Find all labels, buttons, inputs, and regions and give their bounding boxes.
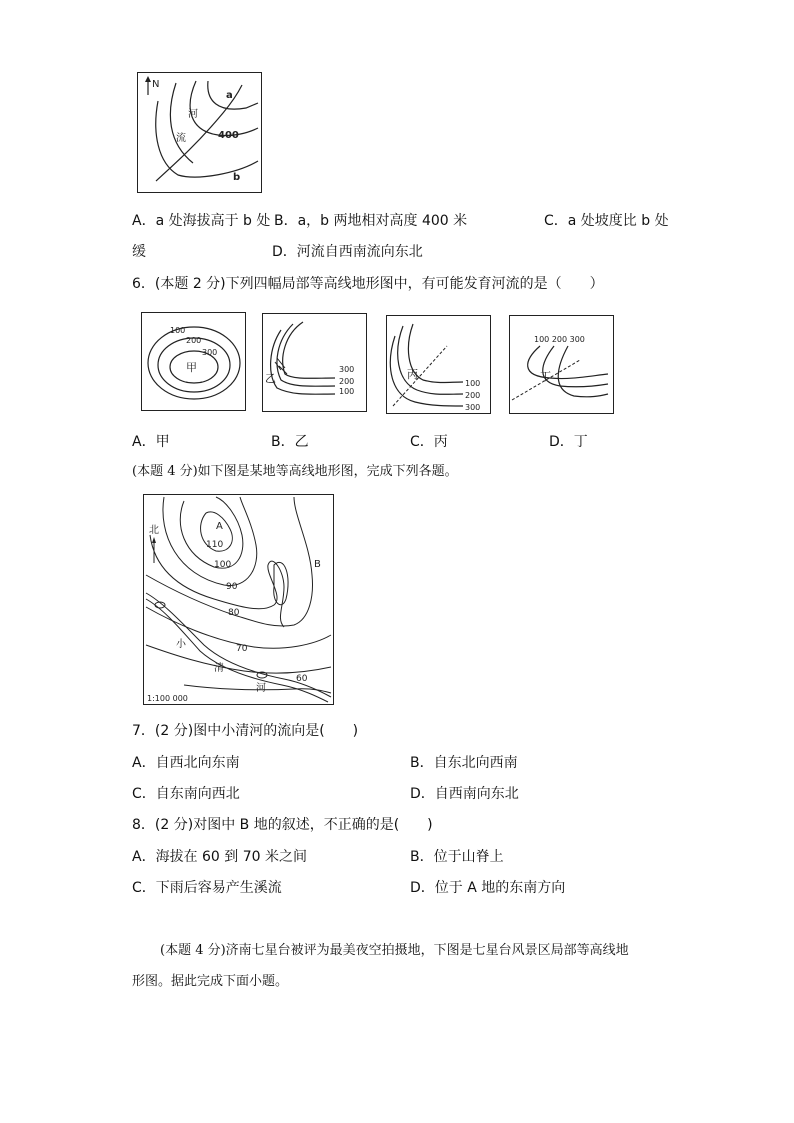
contour-400: 400: [218, 130, 239, 141]
map-contour-100: 100: [214, 560, 232, 570]
map-contour-70: 70: [236, 644, 248, 654]
q7-option-b[interactable]: B．自东北向西南: [410, 755, 518, 771]
map-scale: 1:100 000: [147, 694, 188, 703]
fig1-label-100: 100: [170, 326, 186, 335]
fig1-label-300: 300: [202, 348, 218, 357]
fig1-label-200: 200: [186, 336, 202, 345]
fig2-label-200: 200: [339, 377, 355, 386]
fig3-label-300: 300: [465, 403, 481, 412]
map-point-a: A: [216, 521, 223, 532]
map-river-char-1: 小: [176, 639, 186, 650]
fig2-label-300: 300: [339, 365, 355, 374]
q5-option-d[interactable]: D．河流自西南流向东北: [272, 244, 423, 260]
q6-figure-ding: [509, 315, 614, 414]
q5-contour-svg: [138, 73, 261, 192]
intro-next-section-line2: 形图。据此完成下面小题。: [132, 974, 289, 989]
q6-option-a[interactable]: A．甲: [132, 434, 170, 450]
north-label: N: [152, 79, 160, 90]
q6-figure-yi: [262, 313, 367, 412]
q8-option-c[interactable]: C．下雨后容易产生溪流: [132, 880, 282, 896]
intro-next-section-line1: (本题 4 分)济南七星台被评为最美夜空拍摄地，下图是七星台风景区局部等高线地: [160, 943, 629, 958]
q5-option-c[interactable]: C．a 处坡度比 b 处: [544, 213, 669, 229]
map-contour-80: 80: [228, 608, 240, 618]
q6-figure-jia: [141, 312, 246, 411]
map-river-char-3: 河: [256, 683, 266, 694]
q8-option-a[interactable]: A．海拔在 60 到 70 米之间: [132, 849, 308, 865]
q6-option-c[interactable]: C．丙: [410, 434, 448, 450]
fig3-name: 丙: [407, 368, 418, 381]
label-b: b: [233, 172, 241, 183]
river-char-1: 河: [188, 109, 198, 120]
q8-stem: 8．(2 分)对图中 B 地的叙述，不正确的是( ): [132, 817, 433, 833]
map-contour-90: 90: [226, 582, 238, 592]
q7-option-c[interactable]: C．自东南向西北: [132, 786, 240, 802]
q7-option-d[interactable]: D．自西南向东北: [410, 786, 519, 802]
topographic-map: [143, 494, 334, 705]
map-river-char-2: 清: [214, 663, 224, 674]
map-north-label: 北: [149, 525, 159, 536]
q5-option-a[interactable]: A．a 处海拔高于 b 处: [132, 213, 271, 229]
q6-figure-bing: [386, 315, 491, 414]
map-contour-60: 60: [296, 674, 308, 684]
q5-option-c-continued: 缓: [132, 244, 146, 260]
map-contour-110: 110: [206, 540, 224, 550]
fig4-name: 丁: [540, 370, 551, 383]
q5-option-b[interactable]: B．a，b 两地相对高度 400 米: [274, 213, 468, 229]
q7-option-a[interactable]: A．自西北向东南: [132, 755, 240, 771]
fig1-name: 甲: [186, 361, 197, 374]
fig4-label-top: 100 200 300: [534, 335, 585, 344]
map-north-arrow-icon: [152, 537, 156, 543]
fig3-label-200: 200: [465, 391, 481, 400]
q6-stem: 6．(本题 2 分)下列四幅局部等高线地形图中，有可能发育河流的是（ ）: [132, 276, 604, 292]
intro-q7-q8: (本题 4 分)如下图是某地等高线地形图，完成下列各题。: [132, 464, 458, 479]
q7-stem: 7．(2 分)图中小清河的流向是( ): [132, 723, 359, 739]
fig2-name: 乙: [265, 372, 276, 385]
north-arrow-icon: [145, 76, 151, 82]
q6-option-d[interactable]: D．丁: [549, 434, 588, 450]
q8-option-b[interactable]: B．位于山脊上: [410, 849, 504, 865]
q5-contour-figure: [137, 72, 262, 193]
fig2-label-100: 100: [339, 387, 355, 396]
river-char-2: 流: [176, 133, 186, 144]
q8-option-d[interactable]: D．位于 A 地的东南方向: [410, 880, 566, 896]
map-point-b: B: [314, 559, 321, 570]
label-a: a: [226, 90, 233, 101]
fig3-label-100: 100: [465, 379, 481, 388]
q6-option-b[interactable]: B．乙: [271, 434, 309, 450]
